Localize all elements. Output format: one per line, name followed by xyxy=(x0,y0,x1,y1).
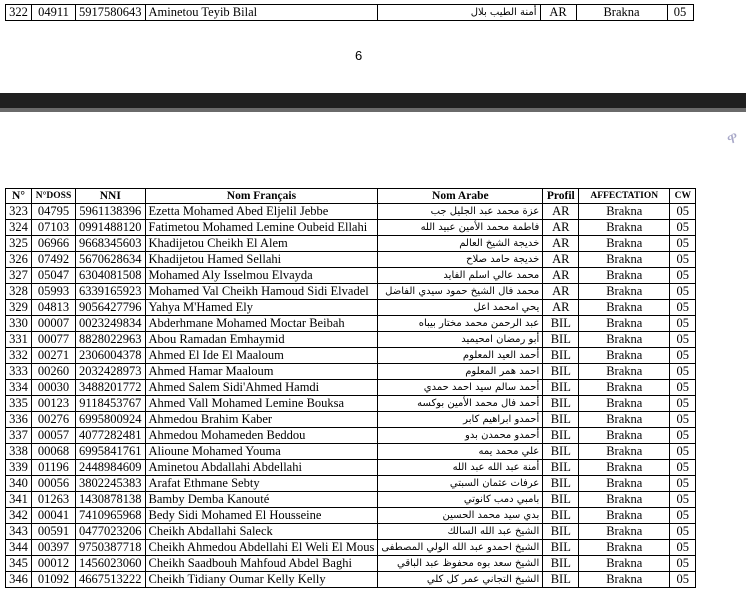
cell-profil: BIL xyxy=(543,332,579,348)
table-row xyxy=(6,348,696,364)
cell-affectation: Brakna xyxy=(579,380,670,396)
cell-no: 336 xyxy=(6,412,32,428)
cell-doss: 01092 xyxy=(32,572,76,588)
cell-no: 341 xyxy=(6,492,32,508)
cell-nni: 6304081508 xyxy=(76,268,146,284)
cell-nni: 7410965968 xyxy=(76,508,146,524)
cell-no: 329 xyxy=(6,300,32,316)
table-row xyxy=(6,396,696,412)
cell-profil: BIL xyxy=(543,316,579,332)
cell-nom: Ahmed El Ide El Maaloum xyxy=(145,348,378,364)
cell-cw: 05 xyxy=(670,460,696,476)
cell-nom: Aminetou Abdallahi Abdellahi xyxy=(145,460,378,476)
cell-doss: 04795 xyxy=(32,204,76,220)
cell-arabe: عزة محمد عبد الجليل جب xyxy=(378,204,543,220)
cell-doss: 06966 xyxy=(32,236,76,252)
cell-doss: 00260 xyxy=(32,364,76,380)
cell-cw: 05 xyxy=(670,380,696,396)
cell-arabe: احمد همر المعلوم xyxy=(378,364,543,380)
cell-no: 344 xyxy=(6,540,32,556)
cell-doss: 00012 xyxy=(32,556,76,572)
cell-arabe: أحمدو محمدن بدو xyxy=(378,428,543,444)
table-row xyxy=(6,5,694,21)
cell-cw: 05 xyxy=(670,444,696,460)
cell-profil: AR xyxy=(543,204,579,220)
cell-affectation: Brakna xyxy=(579,556,670,572)
table-row xyxy=(6,540,696,556)
cell-no: 335 xyxy=(6,396,32,412)
cell-nni: 2032428973 xyxy=(76,364,146,380)
cell-no: 345 xyxy=(6,556,32,572)
cell-affectation: Brakna xyxy=(579,268,670,284)
cell-nom: Khadijetou Cheikh El Alem xyxy=(145,236,378,252)
cell-cw: 05 xyxy=(670,252,696,268)
cell-no: 324 xyxy=(6,220,32,236)
cell-nom: Ahmed Salem Sidi'Ahmed Hamdi xyxy=(145,380,378,396)
cell-arabe: الشيخ عبد الله السالك xyxy=(378,524,543,540)
cell-cw: 05 xyxy=(670,540,696,556)
cell-doss: 07492 xyxy=(32,252,76,268)
cell-arabe: عبد الرحمن محمد مختار بيباه xyxy=(378,316,543,332)
cell-doss: 01263 xyxy=(32,492,76,508)
cell-affectation: Brakna xyxy=(579,220,670,236)
page-divider-shadow xyxy=(0,108,746,112)
cell-affectation: Brakna xyxy=(579,524,670,540)
cell-affectation: Brakna xyxy=(579,348,670,364)
cell-affectation: Brakna xyxy=(579,492,670,508)
cell-nni: 0023249834 xyxy=(76,316,146,332)
cell-cw: 05 xyxy=(670,332,696,348)
table-row xyxy=(6,492,696,508)
cell-no: 342 xyxy=(6,508,32,524)
cell-arabe: بامبي دمب كانوتي xyxy=(378,492,543,508)
table-row xyxy=(6,524,696,540)
page-divider xyxy=(0,93,746,108)
cell-doss: 00271 xyxy=(32,348,76,364)
table-row xyxy=(6,252,696,268)
cell-no: 328 xyxy=(6,284,32,300)
cell-nom: Khadijetou Hamed Sellahi xyxy=(145,252,378,268)
table-row xyxy=(6,284,696,300)
cell-profil: AR xyxy=(543,252,579,268)
cell-nom: Aminetou Teyib Bilal xyxy=(145,5,377,21)
cell-affectation: Brakna xyxy=(579,284,670,300)
cell-nni: 3802245383 xyxy=(76,476,146,492)
cell-arabe: يحي امحمد اعل xyxy=(378,300,543,316)
cell-profil: AR xyxy=(540,5,576,21)
cell-nom: Cheikh Tidiany Oumar Kelly Kelly xyxy=(145,572,378,588)
cell-affectation: Brakna xyxy=(579,460,670,476)
cell-profil: BIL xyxy=(543,396,579,412)
cell-arabe: أحمد العيد المعلوم xyxy=(378,348,543,364)
cell-nom: Cheikh Ahmedou Abdellahi El Weli El Mous xyxy=(145,540,378,556)
cell-nni: 9668345603 xyxy=(76,236,146,252)
cell-nom: Cheikh Saadbouh Mahfoud Abdel Baghi xyxy=(145,556,378,572)
cell-profil: BIL xyxy=(543,444,579,460)
cell-no: 334 xyxy=(6,380,32,396)
cell-nni: 6995841761 xyxy=(76,444,146,460)
cell-cw: 05 xyxy=(670,316,696,332)
cell-nni: 4077282481 xyxy=(76,428,146,444)
cell-nni: 9118453767 xyxy=(76,396,146,412)
table-row xyxy=(6,236,696,252)
cell-affectation: Brakna xyxy=(579,572,670,588)
table-row xyxy=(6,428,696,444)
table-row xyxy=(6,364,696,380)
cell-affectation: Brakna xyxy=(579,428,670,444)
cell-cw: 05 xyxy=(670,572,696,588)
cell-doss: 00041 xyxy=(32,508,76,524)
cell-cw: 05 xyxy=(670,556,696,572)
cell-nom: Ahmed Vall Mohamed Lemine Bouksa xyxy=(145,396,378,412)
cell-profil: AR xyxy=(543,220,579,236)
cell-cw: 05 xyxy=(670,284,696,300)
cell-doss: 05047 xyxy=(32,268,76,284)
header-doss: N°DOSS xyxy=(32,189,76,204)
cell-no: 327 xyxy=(6,268,32,284)
cell-nom: Alioune Mohamed Youma xyxy=(145,444,378,460)
cell-arabe: فاطمة محمد الأمين عبيد الله xyxy=(378,220,543,236)
header-arabe: Nom Arabe xyxy=(378,189,543,204)
header-nom: Nom Français xyxy=(145,189,378,204)
cell-cw: 05 xyxy=(667,5,693,21)
cell-arabe: خديجة الشيخ العالم xyxy=(378,236,543,252)
cell-profil: BIL xyxy=(543,428,579,444)
cell-doss: 00276 xyxy=(32,412,76,428)
cell-cw: 05 xyxy=(670,492,696,508)
header-profil: Profil xyxy=(543,189,579,204)
cell-no: 332 xyxy=(6,348,32,364)
cell-affectation: Brakna xyxy=(579,396,670,412)
table-row xyxy=(6,556,696,572)
cell-affectation: Brakna xyxy=(579,316,670,332)
cell-nni: 6339165923 xyxy=(76,284,146,300)
cell-affectation: Brakna xyxy=(579,204,670,220)
cell-arabe: بدي سيد محمد الحسين xyxy=(378,508,543,524)
cell-profil: BIL xyxy=(543,412,579,428)
cell-doss: 00056 xyxy=(32,476,76,492)
cell-cw: 05 xyxy=(670,220,696,236)
cell-doss: 04813 xyxy=(32,300,76,316)
cell-nni: 9750387718 xyxy=(76,540,146,556)
cell-doss: 05993 xyxy=(32,284,76,300)
cell-profil: BIL xyxy=(543,508,579,524)
cell-profil: BIL xyxy=(543,380,579,396)
candidates-table xyxy=(5,188,696,588)
table-row xyxy=(6,268,696,284)
header-affectation: AFFECTATION xyxy=(579,189,670,204)
cell-doss: 00007 xyxy=(32,316,76,332)
cell-nom: Yahya M'Hamed Ely xyxy=(145,300,378,316)
cell-cw: 05 xyxy=(670,412,696,428)
cell-affectation: Brakna xyxy=(579,508,670,524)
cell-arabe: أحمد سالم سيد احمد حمدي xyxy=(378,380,543,396)
cell-arabe: أحمد فال محمد الأمين بوكسه xyxy=(378,396,543,412)
cell-nni: 0477023206 xyxy=(76,524,146,540)
cell-affectation: Brakna xyxy=(579,332,670,348)
cell-cw: 05 xyxy=(670,300,696,316)
cell-affectation: Brakna xyxy=(576,5,667,21)
cell-no: 339 xyxy=(6,460,32,476)
cell-no: 322 xyxy=(6,5,32,21)
table-row xyxy=(6,412,696,428)
cell-nni: 1456023060 xyxy=(76,556,146,572)
cell-affectation: Brakna xyxy=(579,476,670,492)
cell-cw: 05 xyxy=(670,204,696,220)
cell-cw: 05 xyxy=(670,236,696,252)
cell-no: 323 xyxy=(6,204,32,220)
cell-profil: AR xyxy=(543,268,579,284)
cell-cw: 05 xyxy=(670,268,696,284)
cell-cw: 05 xyxy=(670,364,696,380)
pen-mark-icon: ዋ xyxy=(723,126,741,149)
cell-profil: BIL xyxy=(543,348,579,364)
table-header-row xyxy=(6,189,696,204)
table-row xyxy=(6,332,696,348)
cell-nom: Mohamed Aly Isselmou Elvayda xyxy=(145,268,378,284)
cell-doss: 00591 xyxy=(32,524,76,540)
header-no: N° xyxy=(6,189,32,204)
cell-profil: BIL xyxy=(543,364,579,380)
cell-profil: AR xyxy=(543,300,579,316)
cell-nom: Bamby Demba Kanouté xyxy=(145,492,378,508)
cell-arabe: الشيخ التجاني عمر كل كلي xyxy=(378,572,543,588)
cell-no: 330 xyxy=(6,316,32,332)
cell-nom: Cheikh Abdallahi Saleck xyxy=(145,524,378,540)
cell-arabe: عرفات عثمان السبتي xyxy=(378,476,543,492)
cell-nom: Ahmedou Brahim Kaber xyxy=(145,412,378,428)
cell-cw: 05 xyxy=(670,476,696,492)
cell-nom: Abderhmane Mohamed Moctar Beibah xyxy=(145,316,378,332)
cell-arabe: الشيخ سعد بوه محفوظ عبد الباقي xyxy=(378,556,543,572)
table-row xyxy=(6,460,696,476)
table-row xyxy=(6,444,696,460)
cell-doss: 01196 xyxy=(32,460,76,476)
cell-no: 326 xyxy=(6,252,32,268)
cell-arabe: محمد عالي اسلم الفايد xyxy=(378,268,543,284)
header-nni: NNI xyxy=(76,189,146,204)
cell-nom: Ahmedou Mohameden Beddou xyxy=(145,428,378,444)
previous-page-table xyxy=(5,4,694,21)
cell-doss: 00068 xyxy=(32,444,76,460)
cell-nni: 5917580643 xyxy=(76,5,146,21)
cell-doss: 00057 xyxy=(32,428,76,444)
table-row xyxy=(6,572,696,588)
cell-arabe: أمنة الطيب بلال xyxy=(377,5,540,21)
cell-nni: 5670628634 xyxy=(76,252,146,268)
cell-nni: 9056427796 xyxy=(76,300,146,316)
cell-nni: 6995800924 xyxy=(76,412,146,428)
cell-no: 331 xyxy=(6,332,32,348)
cell-profil: BIL xyxy=(543,460,579,476)
cell-no: 325 xyxy=(6,236,32,252)
cell-cw: 05 xyxy=(670,396,696,412)
cell-doss: 00397 xyxy=(32,540,76,556)
cell-nni: 4667513222 xyxy=(76,572,146,588)
cell-nom: Abou Ramadan Emhaymid xyxy=(145,332,378,348)
cell-arabe: أحمدو ابراهيم كابر xyxy=(378,412,543,428)
cell-arabe: خديجة حامد صلاح xyxy=(378,252,543,268)
table-row xyxy=(6,220,696,236)
cell-affectation: Brakna xyxy=(579,236,670,252)
cell-nni: 3488201772 xyxy=(76,380,146,396)
header-cw: CW xyxy=(670,189,696,204)
cell-no: 337 xyxy=(6,428,32,444)
cell-nom: Ahmed Hamar Maaloum xyxy=(145,364,378,380)
cell-doss: 07103 xyxy=(32,220,76,236)
cell-nni: 2306004378 xyxy=(76,348,146,364)
cell-doss: 04911 xyxy=(32,5,76,21)
cell-cw: 05 xyxy=(670,348,696,364)
cell-doss: 00123 xyxy=(32,396,76,412)
cell-no: 346 xyxy=(6,572,32,588)
cell-affectation: Brakna xyxy=(579,412,670,428)
cell-affectation: Brakna xyxy=(579,364,670,380)
cell-doss: 00077 xyxy=(32,332,76,348)
cell-profil: AR xyxy=(543,284,579,300)
table-row xyxy=(6,508,696,524)
cell-affectation: Brakna xyxy=(579,444,670,460)
cell-cw: 05 xyxy=(670,508,696,524)
cell-nom: Bedy Sidi Mohamed El Housseine xyxy=(145,508,378,524)
cell-no: 343 xyxy=(6,524,32,540)
cell-nom: Arafat Ethmane Sebty xyxy=(145,476,378,492)
table-row xyxy=(6,300,696,316)
cell-no: 333 xyxy=(6,364,32,380)
cell-cw: 05 xyxy=(670,524,696,540)
cell-nom: Mohamed Val Cheikh Hamoud Sidi Elvadel xyxy=(145,284,378,300)
cell-nom: Fatimetou Mohamed Lemine Oubeid Ellahi xyxy=(145,220,378,236)
cell-nni: 1430878138 xyxy=(76,492,146,508)
cell-affectation: Brakna xyxy=(579,252,670,268)
cell-cw: 05 xyxy=(670,428,696,444)
cell-nni: 0991488120 xyxy=(76,220,146,236)
cell-profil: BIL xyxy=(543,540,579,556)
cell-no: 338 xyxy=(6,444,32,460)
cell-nni: 5961138396 xyxy=(76,204,146,220)
cell-no: 340 xyxy=(6,476,32,492)
cell-arabe: الشيخ احمدو عبد الله الولي المصطفى xyxy=(378,540,543,556)
cell-profil: BIL xyxy=(543,572,579,588)
cell-profil: AR xyxy=(543,236,579,252)
page-number: 6 xyxy=(355,48,363,63)
table-row xyxy=(6,476,696,492)
cell-arabe: علي محمد يمه xyxy=(378,444,543,460)
cell-profil: BIL xyxy=(543,492,579,508)
cell-arabe: أبو رمضان امحيميد xyxy=(378,332,543,348)
cell-arabe: أمنة عبد الله عبد الله xyxy=(378,460,543,476)
table-row xyxy=(6,380,696,396)
cell-nom: Ezetta Mohamed Abed Eljelil Jebbe xyxy=(145,204,378,220)
cell-profil: BIL xyxy=(543,556,579,572)
cell-profil: BIL xyxy=(543,524,579,540)
cell-affectation: Brakna xyxy=(579,540,670,556)
cell-nni: 2448984609 xyxy=(76,460,146,476)
table-row xyxy=(6,316,696,332)
cell-affectation: Brakna xyxy=(579,300,670,316)
cell-profil: BIL xyxy=(543,476,579,492)
cell-nni: 8828022963 xyxy=(76,332,146,348)
table-row xyxy=(6,204,696,220)
cell-doss: 00030 xyxy=(32,380,76,396)
cell-arabe: محمد فال الشيخ حمود سيدي الفاضل xyxy=(378,284,543,300)
